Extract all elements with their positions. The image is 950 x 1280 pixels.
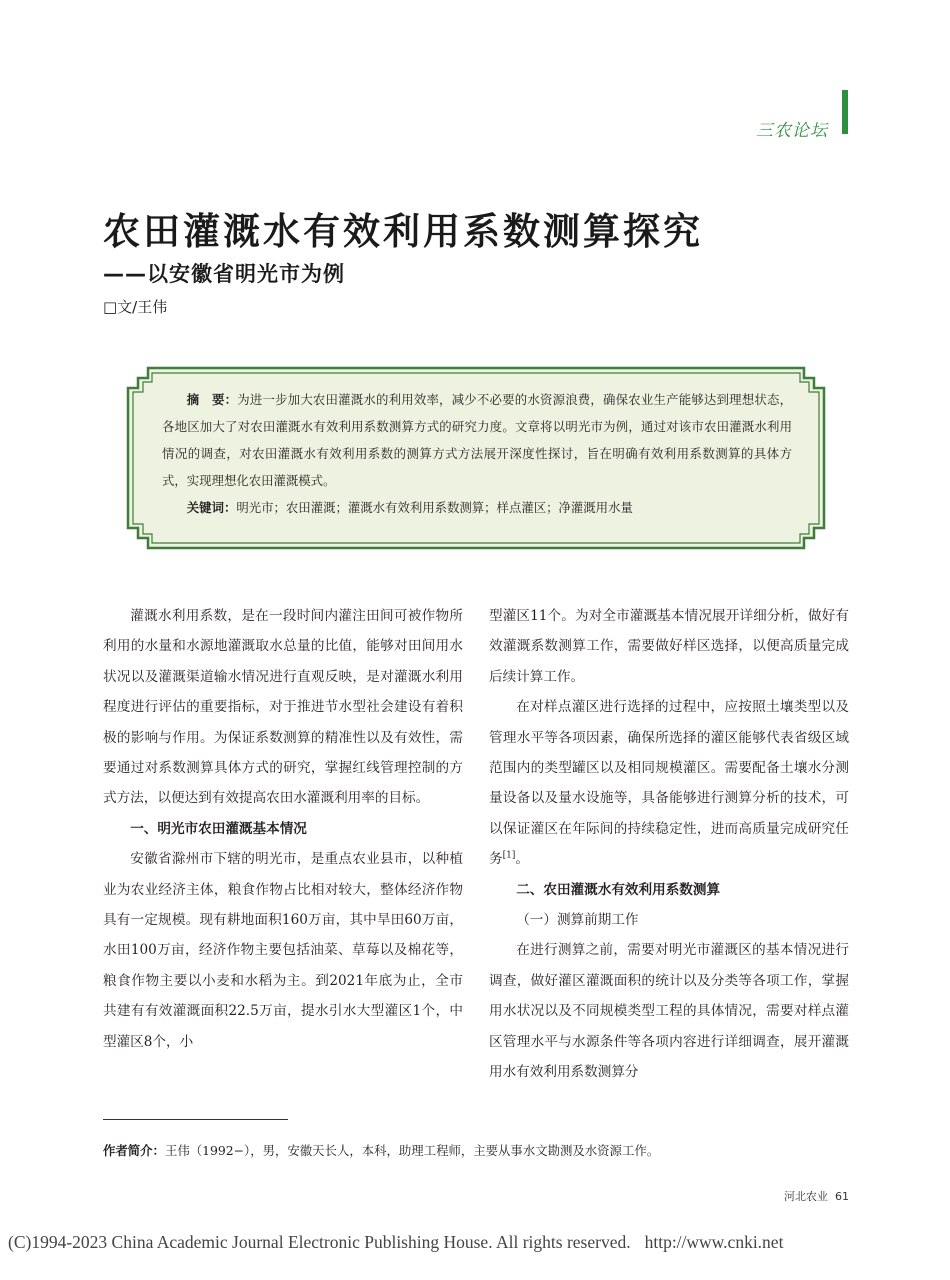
keywords-paragraph: [162, 494, 792, 521]
paragraph-text: 在对样点灌区进行选择的过程中，应按照土壤类型以及管理水平等各项因素，确保所选择的灌区能够代表省级区域范围内的类型罐区以及相同规模灌区。需要配备土壤水分测量设备以及量水设施等，具备能够进行测算分析的技术，可以保证灌区在年际间的持续稳定性，进而高质量完成研究任务: [489, 699, 849, 868]
footnote-text: 王伟（1992−），男，安徽天长人，本科，助理工程师，主要从事水文勘测及水资源工作。: [164, 1143, 660, 1158]
article-title: 农田灌溉水有效利用系数测算探究: [103, 210, 703, 253]
paragraph-end: 。: [515, 851, 529, 868]
body-paragraph-continued: 型灌区11个。为对全市灌溉基本情况展开详细分析，做好有效灌溉系数测算工作，需要做好样区选择，以便高质量完成后续计算工作。: [489, 608, 849, 685]
citation-ref: [1]: [502, 850, 516, 861]
body-column-left: [103, 601, 463, 1057]
copyright-line: [8, 1232, 797, 1253]
section-tag-bar: [842, 90, 848, 134]
section-heading: 一、明光市农田灌溉基本情况: [130, 820, 307, 837]
body-paragraph: 灌溉水利用系数，是在一段时间内灌注田间可被作物所利用的水量和水源地灌溉取水总量的比值，能够对田间用水状况以及灌溉渠道输水情况进行直观反映，是对灌溉水利用程度进行评估的重要指标，对于推进节水型社会建设有着积极的影响与作用。为保证系数测算的精准性以及有效性，需要通过对系数测算具体方式的研究，掌握红线管理控制的方式方法，以便达到有效提高农田水灌溉利用率的目标。: [103, 608, 463, 807]
abstract-text: 为进一步加大农田灌溉水的利用效率，减少不必要的水资源浪费，确保农业生产能够达到理想状态，各地区加大了对农田灌溉水有效利用系数测算方式的研究力度。文章将以明光市为例，通过对该市农田灌溉水利用情况的调查，对农田灌溉水有效利用系数的测算方式方法展开深度性探讨，旨在明确有效利用系数测算的具体方式，实现理想化农田灌溉模式。: [162, 392, 793, 488]
author-byline: □文/王伟: [103, 298, 168, 316]
section-tag: 三农论坛: [756, 121, 828, 141]
section-heading: 二、农田灌溉水有效利用系数测算: [516, 881, 721, 898]
article-subtitle: ——以安徽省明光市为例: [103, 262, 345, 286]
body-paragraph: 在进行测算之前，需要对明光市灌溉区的基本情况进行调查，做好灌区灌溉面积的统计以及分类等各项工作，掌握用水状况以及不同规模类型工程的具体情况，需要对样点灌区管理水平与水源条件等各项内容进行详细调查，展开灌溉用水有效利用系数测算分: [489, 942, 849, 1081]
footnote-label: 作者简介：: [103, 1143, 165, 1158]
body-column-right: [489, 601, 849, 1088]
body-paragraph: 安徽省滁州市下辖的明光市，是重点农业县市，以种植业为农业经济主体，粮食作物占比相对较大，整体经济作物具有一定规模。现有耕地面积160万亩，其中旱田60万亩，水田100万亩，经济作物主要包括油菜、草莓以及棉花等，粮食作物主要以小麦和水稻为主。到2021年底为止，全市共建有有效灌溉面积22.5万亩，提水引水大型灌区1个，中型灌区8个，小: [103, 851, 463, 1050]
journal-name: 河北农业: [784, 1190, 828, 1203]
subsection-heading: （一）测算前期工作: [516, 912, 639, 929]
abstract-paragraph: [162, 386, 792, 494]
keywords-label: 关键词：: [186, 500, 237, 515]
page-footer: [784, 1188, 849, 1204]
abstract-content: [162, 386, 792, 521]
author-footnote: [103, 1141, 863, 1159]
footnote-divider: [103, 1119, 288, 1120]
page-number: 61: [835, 1190, 849, 1203]
body-paragraph: [489, 692, 849, 874]
copyright-text: (C)1994-2023 China Academic Journal Electronic Publishing House. All rights reserved.: [8, 1232, 631, 1252]
abstract-label: 摘 要：: [186, 392, 238, 407]
abstract-box: [126, 366, 826, 550]
cnki-link[interactable]: http://www.cnki.net: [644, 1232, 784, 1252]
keywords-text: 明光市；农田灌溉；灌溉水有效利用系数测算；样点灌区；净灌溉用水量: [236, 500, 633, 515]
